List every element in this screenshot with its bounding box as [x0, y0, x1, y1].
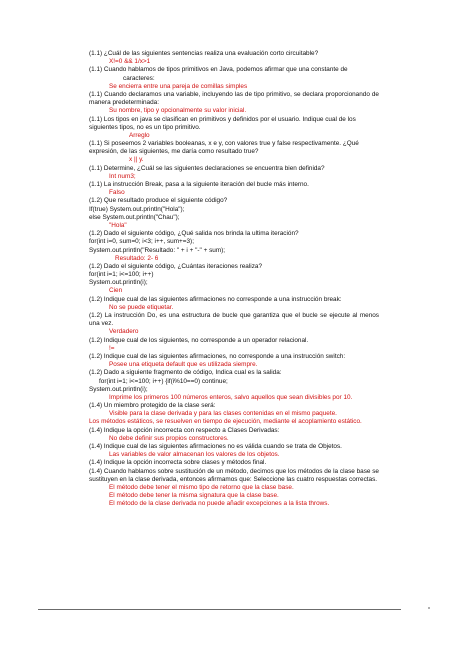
question-line: (1.1) Los tipos en java se clasifican en primitivos y definidos por el usuario. Indique cual de los siguientes tipos, no es un tipo primitivo.: [89, 115, 356, 131]
question-line: (1.2) Indique cual de los siguientes, no corresponde a un operador relacional.: [89, 336, 309, 344]
question-line: for(int i=1; i<=100; i++) {if(i%10==0) continue;: [99, 377, 228, 385]
question-line: (1.1) La instrucción Break, pasa a la siguiente iteración del bucle más interno.: [89, 181, 309, 188]
answer-line: Int num3;: [109, 172, 136, 180]
answer-line: "Hola": [109, 221, 127, 229]
answer-line: Visible para la clase derivada y para las clases contenidas en el mismo paquete.: [109, 410, 337, 418]
question-line: (1.1) ¿Cuál de las siguientes sentencias realiza una evaluación corto circuitable?: [89, 50, 319, 57]
answer-line: X!=0 && 1/x>1: [109, 58, 151, 66]
answer-line: El método de la clase derivada no puede añadir excepciones a la lista throws.: [109, 500, 330, 508]
question-line: for(int i=1; i<=100; i++): [89, 271, 154, 279]
question-line: (1.1) Cuando hablamos de tipos primitivos en Java, podemos afirmar que una constante de: [89, 66, 348, 74]
question-line: (1.2) Dado el siguiente código, ¿Cuántas iteraciones realiza?: [89, 262, 262, 270]
answer-line: Las variables de valor almacenan los valores de los objetos.: [109, 451, 280, 459]
answer-line: El método debe tener el mismo tipo de retorno que la clase base.: [109, 483, 294, 491]
answer-line: Se encierra entre una pareja de comillas simples: [109, 82, 248, 90]
answer-line: Posee una etiqueta default que es utilizada siempre.: [109, 361, 258, 369]
question-line: (1.1) Determine, ¿Cuál se las siguientes declaraciones se encuentra bien definida?: [89, 164, 325, 172]
answer-line: Falso: [109, 189, 125, 197]
answer-line: Cien: [109, 287, 123, 295]
question-line: else System.out.println("Chau");: [89, 213, 180, 221]
answer-line: El método debe tener la misma signatura que la clase base.: [109, 492, 279, 500]
page-marker: [428, 607, 430, 609]
answer-line: Arreglo: [129, 131, 150, 139]
question-line: (1.1) Si poseemos 2 variables booleanas, x e y, con valores true y false respectivamente. ¿Qué expresión, de las siguientes, me daría como resultado true?: [89, 140, 359, 156]
question-line: (1.2) Dado a siguiente fragmento de código, Indica cual es la salida:: [89, 369, 282, 377]
document-body: [89, 50, 379, 509]
question-line: System.out.println("Resultado: " + i + "-" + sum);: [89, 246, 226, 254]
question-line: (1.1) Cuando declaramos una variable, incluyendo las de tipo primitivo, se declara proporcionando de manera predeterminada:: [89, 90, 379, 107]
answer-line: Verdadero: [109, 328, 139, 336]
answer-line: Resultado: 2- 6: [115, 254, 159, 262]
question-line: (1.4) Indique la opción incorrecta sobre clases y métodos final.: [89, 459, 267, 467]
question-line: (1.2) Dado el siguiente código, ¿Qué salida nos brinda la ultima iteración?: [89, 230, 299, 238]
question-line: If(true) System.out.println("Hola");: [89, 205, 185, 213]
question-line: System.out.println(i);: [89, 385, 148, 393]
question-line: caracteres:: [123, 74, 155, 82]
question-line: (1.2) Indique cual de las siguientes afirmaciones no corresponde a una instrucción break:: [89, 295, 342, 303]
answer-line: Su nombre, tipo y opcionalmente su valor inicial.: [109, 107, 247, 115]
question-line: (1.2) Indique cual de las siguientes afirmaciones, no corresponde a una instrucción switch:: [89, 352, 346, 360]
answer-line: x || y.: [129, 156, 144, 164]
question-line: System.out.println(i);: [89, 279, 148, 287]
question-line: (1.2) La instrucción Do, es una estructura de bucle que garantiza que el bucle se ejecute al menos una vez.: [89, 312, 379, 328]
footer-rule: [38, 609, 401, 610]
question-line: (1.4) Cuando hablamos sobre sustitución de un método, decimos que los métodos de la clase base se sustituyen en la clase derivada, entonces afirmamos que: Seleccione las cuatro respuestas correctas.: [89, 467, 379, 483]
question-line: (1.4) Indique la opción incorrecta con respecto a Clases Derivadas:: [89, 426, 280, 434]
answer-line: Los métodos estáticos, se resuelven en tiempo de ejecución, mediante el acoplamiento estático.: [89, 418, 362, 426]
question-line: (1.2) Que resultado produce el siguiente código?: [89, 197, 228, 205]
answer-line: No debe definir sus propios constructores.: [109, 434, 229, 442]
question-line: (1.4) Indique cual de las siguientes afirmaciones no es válida cuando se trata de Objetos.: [89, 443, 342, 450]
answer-line: No se puede etiquetar.: [109, 303, 174, 311]
answer-line: !=: [109, 344, 115, 352]
question-line: (1.4) Un miembro protegido de la clase será:: [89, 402, 216, 410]
answer-line: Imprime los primeros 100 números enteros, salvo aquellos que sean divisibles por 10.: [109, 393, 353, 401]
question-line: for(int i=0, sum=0; i<3; i++, sum+=3);: [89, 238, 194, 246]
